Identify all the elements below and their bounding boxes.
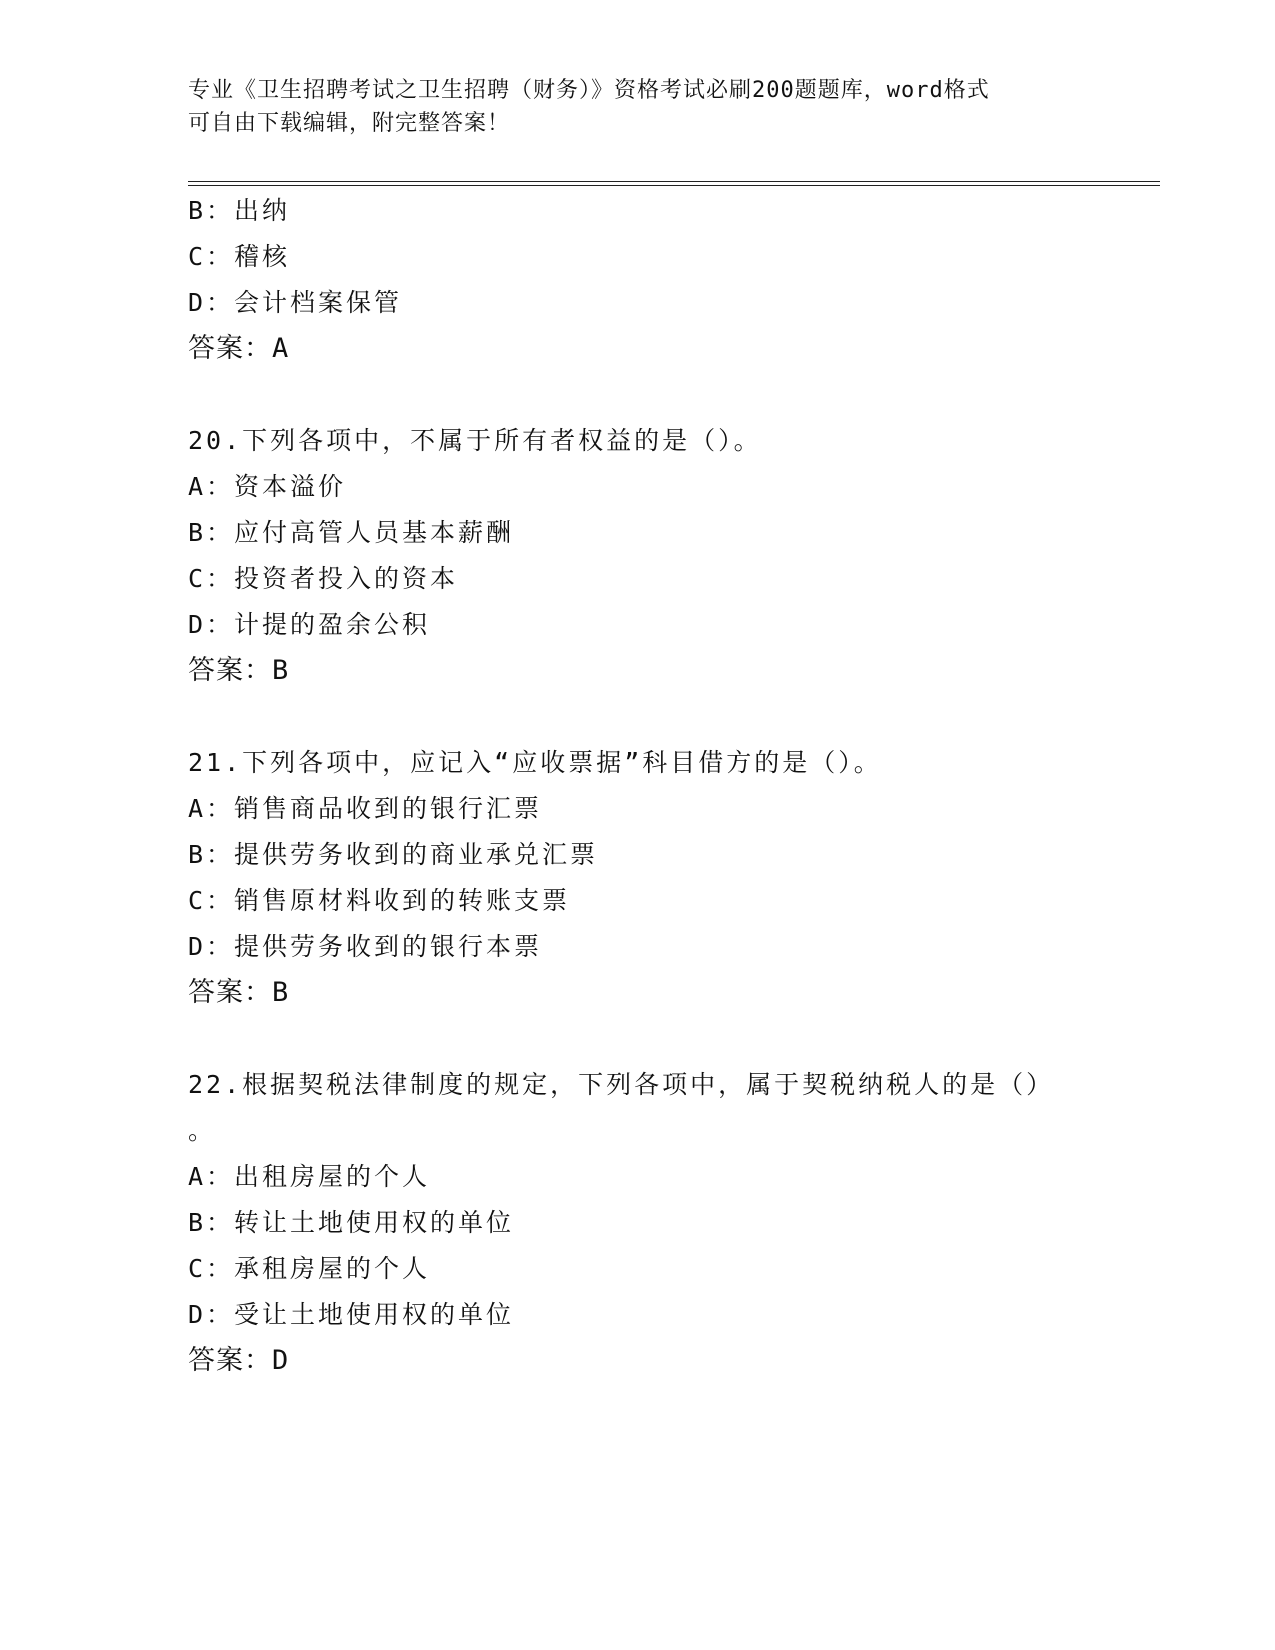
header-title-line-2: 可自由下载编辑，附完整答案！ xyxy=(188,111,511,136)
option-d: D：提供劳务收到的银行本票 xyxy=(188,932,543,961)
question-19-continued xyxy=(188,188,1088,372)
spacer xyxy=(188,694,1088,740)
option-a: A：资本溢价 xyxy=(188,472,347,501)
option-a: A：出租房屋的个人 xyxy=(188,1162,431,1191)
option-b: B：提供劳务收到的商业承兑汇票 xyxy=(188,840,599,869)
option-d: D：计提的盈余公积 xyxy=(188,610,431,639)
spacer xyxy=(188,372,1088,418)
option-b: B：应付高管人员基本薪酬 xyxy=(188,518,515,547)
question-stem-continuation: 。 xyxy=(188,1116,217,1145)
answer-line: 答案：B xyxy=(188,977,290,1008)
question-list xyxy=(188,188,1088,1384)
spacer xyxy=(188,1016,1088,1062)
question-stem: 22.根据契税法律制度的规定，下列各项中，属于契税纳税人的是（） xyxy=(188,1070,1055,1099)
document-header xyxy=(188,74,1068,140)
option-c: C：稽核 xyxy=(188,242,291,271)
question-stem: 20.下列各项中，不属于所有者权益的是（）。 xyxy=(188,426,762,455)
header-divider-bottom xyxy=(188,185,1160,186)
answer-line: 答案：D xyxy=(188,1345,290,1376)
option-a: A：销售商品收到的银行汇票 xyxy=(188,794,543,823)
answer-line: 答案：B xyxy=(188,655,290,686)
option-c: C：投资者投入的资本 xyxy=(188,564,459,593)
question-stem: 21.下列各项中，应记入“应收票据”科目借方的是（）。 xyxy=(188,748,882,777)
question-21 xyxy=(188,740,1088,1016)
option-b: B：转让土地使用权的单位 xyxy=(188,1208,515,1237)
header-divider-top xyxy=(188,181,1160,182)
option-d: D：受让土地使用权的单位 xyxy=(188,1300,515,1329)
question-22 xyxy=(188,1062,1088,1384)
option-d: D：会计档案保管 xyxy=(188,288,403,317)
header-title-line-1: 专业《卫生招聘考试之卫生招聘（财务）》资格考试必刷200题题库，word格式 xyxy=(188,78,990,103)
option-c: C：销售原材料收到的转账支票 xyxy=(188,886,571,915)
answer-line: 答案：A xyxy=(188,333,290,364)
option-c: C：承租房屋的个人 xyxy=(188,1254,431,1283)
option-b: B：出纳 xyxy=(188,196,291,225)
question-20 xyxy=(188,418,1088,694)
